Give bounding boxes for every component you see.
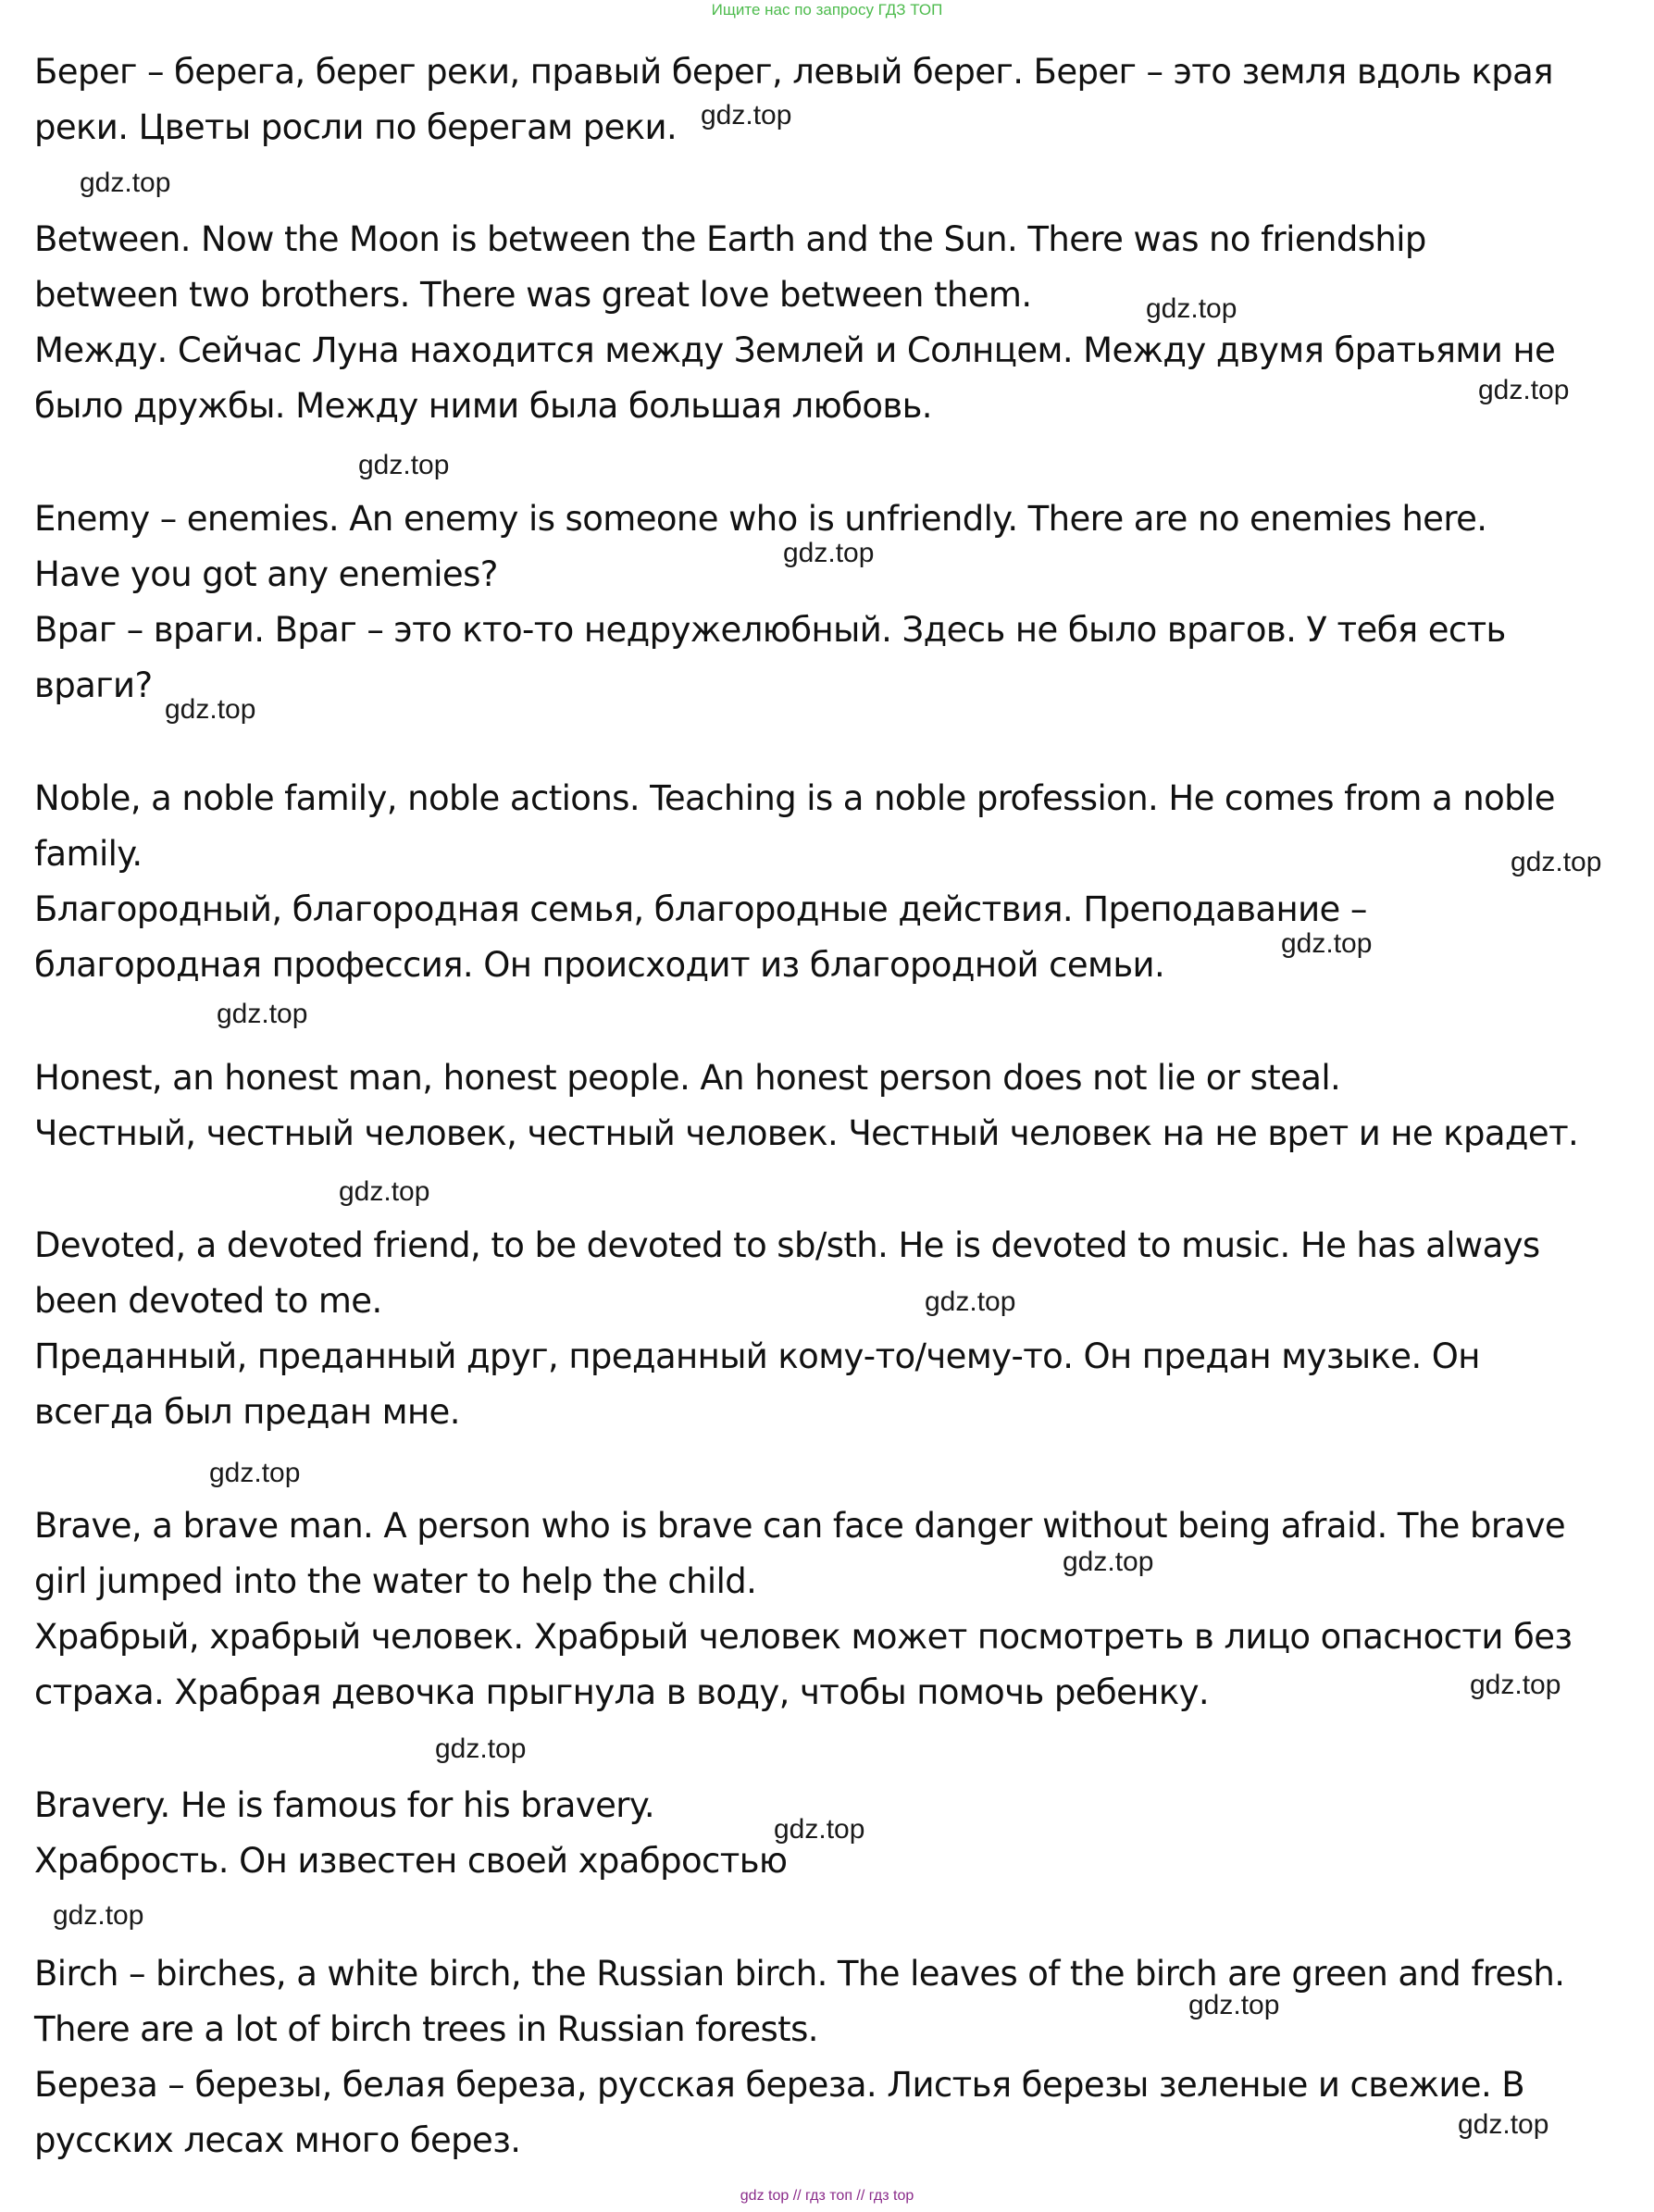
text-line: girl jumped into the water to help the child. [34,1561,757,1601]
text-line: Благородный, благородная семья, благородные действия. Преподавание – [34,889,1367,929]
text-line: been devoted to me. [34,1281,382,1321]
text-line: Честный, честный человек, честный человек. Честный человек на не врет и не крадет. [34,1113,1579,1153]
watermark: gdz.top [701,100,792,130]
text-line: There are a lot of birch trees in Russian forests. [34,2009,818,2049]
watermark: gdz.top [1478,375,1570,405]
text-line: Храбрость. Он известен своей храбростью [34,1841,788,1881]
top-banner: Ищите нас по запросу ГДЗ ТОП [711,1,943,19]
text-line: было дружбы. Между ними была большая любовь. [34,386,932,426]
watermark: gdz.top [217,999,308,1029]
watermark: gdz.top [165,694,256,725]
text-line: Honest, an honest man, honest people. An honest person does not lie or steal. [34,1058,1341,1098]
text-line: всегда был предан мне. [34,1392,460,1432]
watermark: gdz.top [1188,1990,1280,2020]
text-line: Birch – birches, a white birch, the Russian birch. The leaves of the birch are green and fresh. [34,1954,1565,1994]
text-line: family. [34,834,143,874]
text-line: Enemy – enemies. An enemy is someone who is unfriendly. There are no enemies here. [34,499,1487,539]
text-line: Have you got any enemies? [34,554,498,594]
text-line: Береза – березы, белая береза, русская береза. Листья березы зеленые и свежие. В [34,2065,1525,2105]
footer: gdz top // гдз топ // гдз top [740,2188,914,2204]
watermark: gdz.top [209,1458,301,1488]
watermark: gdz.top [339,1176,430,1207]
watermark: gdz.top [783,538,875,568]
text-line: Brave, a brave man. A person who is brave can face danger without being afraid. The brave [34,1506,1566,1546]
text-line: between two brothers. There was great love between them. [34,275,1032,315]
watermark: gdz.top [1146,293,1237,324]
watermark: gdz.top [925,1286,1016,1317]
watermark: gdz.top [774,1814,865,1845]
watermark: gdz.top [1458,2109,1549,2140]
text-line: страха. Храбрая девочка прыгнула в воду, чтобы помочь ребенку. [34,1672,1210,1712]
watermark: gdz.top [1511,847,1602,877]
text-line: Devoted, a devoted friend, to be devoted to sb/sth. He is devoted to music. He has always [34,1225,1540,1265]
watermark: gdz.top [1063,1547,1154,1577]
watermark: gdz.top [435,1734,527,1764]
text-line: Между. Сейчас Луна находится между Землей и Солнцем. Между двумя братьями не [34,330,1556,370]
text-line: враги? [34,665,153,705]
text-line: русских лесах много берез. [34,2120,521,2160]
watermark: gdz.top [80,168,171,198]
text-line: благородная профессия. Он происходит из благородной семьи. [34,945,1165,985]
watermark: gdz.top [53,1900,144,1931]
text-line: Берег – берега, берег реки, правый берег, левый берег. Берег – это земля вдоль края [34,52,1553,92]
text-line: Преданный, преданный друг, преданный кому-то/чему-то. Он предан музыке. Он [34,1336,1480,1376]
text-line: Noble, a noble family, noble actions. Teaching is a noble profession. He comes from a noble [34,778,1555,818]
text-line: Between. Now the Moon is between the Earth and the Sun. There was no friendship [34,219,1426,259]
watermark: gdz.top [358,450,450,480]
text-line: Храбрый, храбрый человек. Храбрый человек может посмотреть в лицо опасности без [34,1617,1573,1657]
text-line: Bravery. He is famous for his bravery. [34,1785,655,1825]
text-line: Враг – враги. Враг – это кто-то недружелюбный. Здесь не было врагов. У тебя есть [34,610,1506,650]
text-line: реки. Цветы росли по берегам реки. [34,107,678,147]
watermark: gdz.top [1281,928,1373,959]
watermark: gdz.top [1470,1670,1561,1700]
